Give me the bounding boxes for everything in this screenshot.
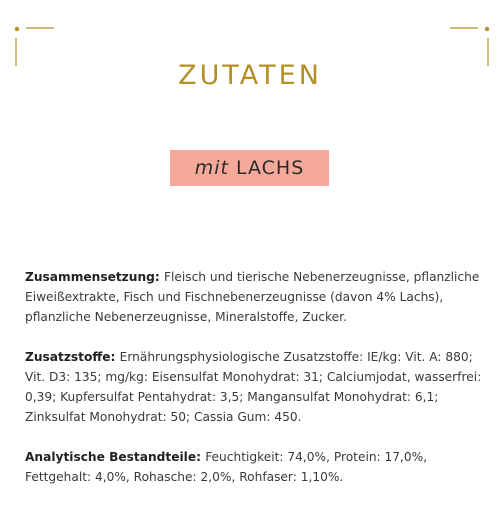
ingredients-content [25,267,485,507]
section-label: Analytische Bestandteile: [25,450,206,464]
flavor-badge-label: LACHS [235,157,305,179]
section-analytische-bestandteile [25,447,485,487]
section-text: Feuchtigkeit: 74,0%, Protein: 17,0%, Fettgehalt: 4,0%, Rohasche: 2,0%, Rohfaser: 1,10%. [25,450,428,484]
section-label: Zusammensetzung: [25,270,164,284]
flavor-badge-prefix: mit [194,157,229,179]
flavor-badge [170,150,329,186]
section-zusatzstoffe [25,347,485,427]
section-label: Zusatzstoffe: [25,350,120,364]
section-zusammensetzung [25,267,485,327]
section-text: Fleisch und tierische Nebenerzeugnisse, pflanzliche Eiweißextrakte, Fisch und Fischnebenerzeugnisse (davon 4% Lachs), pflanzliche Nebenerzeugnisse, Mineralstoffe, Zucker. [25,270,480,324]
page-title: ZUTATEN [178,60,322,91]
section-text: Ernährungsphysiologische Zusatzstoffe: IE/kg: Vit. A: 880; Vit. D3: 135; mg/kg: Eisensulfat Monohydrat: 31; Calciumjodat, wasserfrei: 0,39; Kupfersulfat Pentahydrat: 3,5; Mangansulfat Monohydrat: 6,1; Zinksulfat Monohydrat: 50; Cassia Gum: 450. [25,350,482,424]
